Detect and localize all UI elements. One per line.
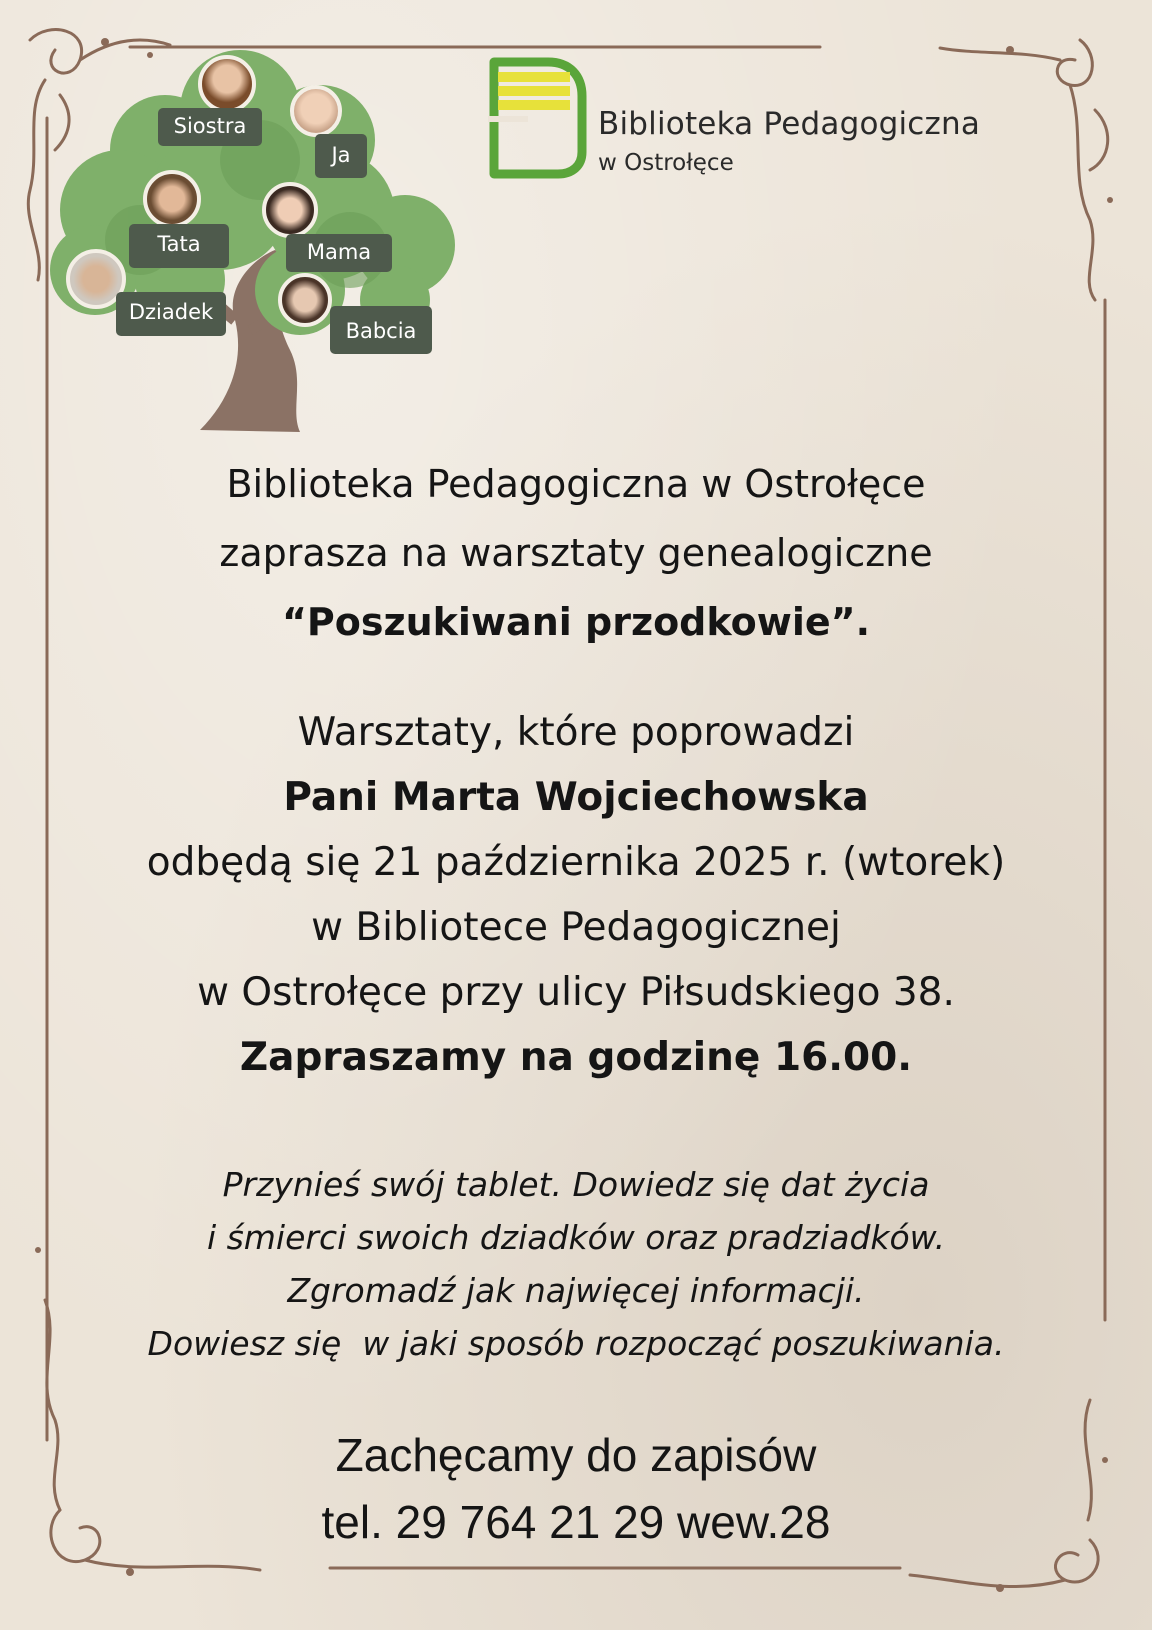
details-place-2: w Ostrołęce przy ulicy Piłsudskiego 38. xyxy=(197,970,955,1015)
grandmother-avatar xyxy=(278,273,332,327)
details-line-1: Warsztaty, które poprowadzi xyxy=(297,710,855,755)
presenter-name: Pani Marta Wojciechowska xyxy=(283,775,869,820)
notes-line-4: Dowiesz się w jaki sposób rozpocząć poszukiwania. xyxy=(147,1324,1005,1363)
mom-label: Mama xyxy=(286,234,392,272)
invitation-heading xyxy=(0,450,1152,657)
notes-line-2: i śmierci swoich dziadków oraz pradziadków. xyxy=(206,1218,946,1257)
phone-number: tel. 29 764 21 29 wew.28 xyxy=(321,1496,831,1548)
notes-line-3: Zgromadź jak najwięcej informacji. xyxy=(287,1271,865,1310)
grandfather-label: Dziadek xyxy=(116,292,226,336)
notes-line-1: Przynieś swój tablet. Dowiedz się dat życia xyxy=(222,1165,930,1204)
invitation-line-2: zaprasza na warsztaty genealogiczne xyxy=(219,531,933,575)
details-date: odbędą się 21 października 2025 r. (wtorek) xyxy=(146,840,1006,885)
workshop-title: “Poszukiwani przodkowie”. xyxy=(281,600,871,644)
dad-avatar xyxy=(143,170,201,228)
library-name: Biblioteka Pedagogiczna xyxy=(598,106,981,142)
workshop-notes xyxy=(0,1158,1152,1370)
signup-invitation: Zachęcamy do zapisów xyxy=(335,1429,817,1481)
workshop-details xyxy=(0,700,1152,1090)
library-city: w Ostrołęce xyxy=(598,150,734,176)
sister-avatar xyxy=(198,55,256,113)
me-avatar xyxy=(290,85,342,137)
mom-avatar xyxy=(262,182,318,238)
sister-label: Siostra xyxy=(158,108,262,146)
me-label: Ja xyxy=(315,134,367,178)
contact-info xyxy=(0,1422,1152,1556)
details-time: Zapraszamy na godzinę 16.00. xyxy=(239,1035,913,1080)
library-logo-icon xyxy=(488,56,588,180)
invitation-line-1: Biblioteka Pedagogiczna w Ostrołęce xyxy=(226,462,926,506)
details-place-1: w Bibliotece Pedagogicznej xyxy=(311,905,841,950)
dad-label: Tata xyxy=(129,224,229,268)
grandmother-label: Babcia xyxy=(330,306,432,354)
